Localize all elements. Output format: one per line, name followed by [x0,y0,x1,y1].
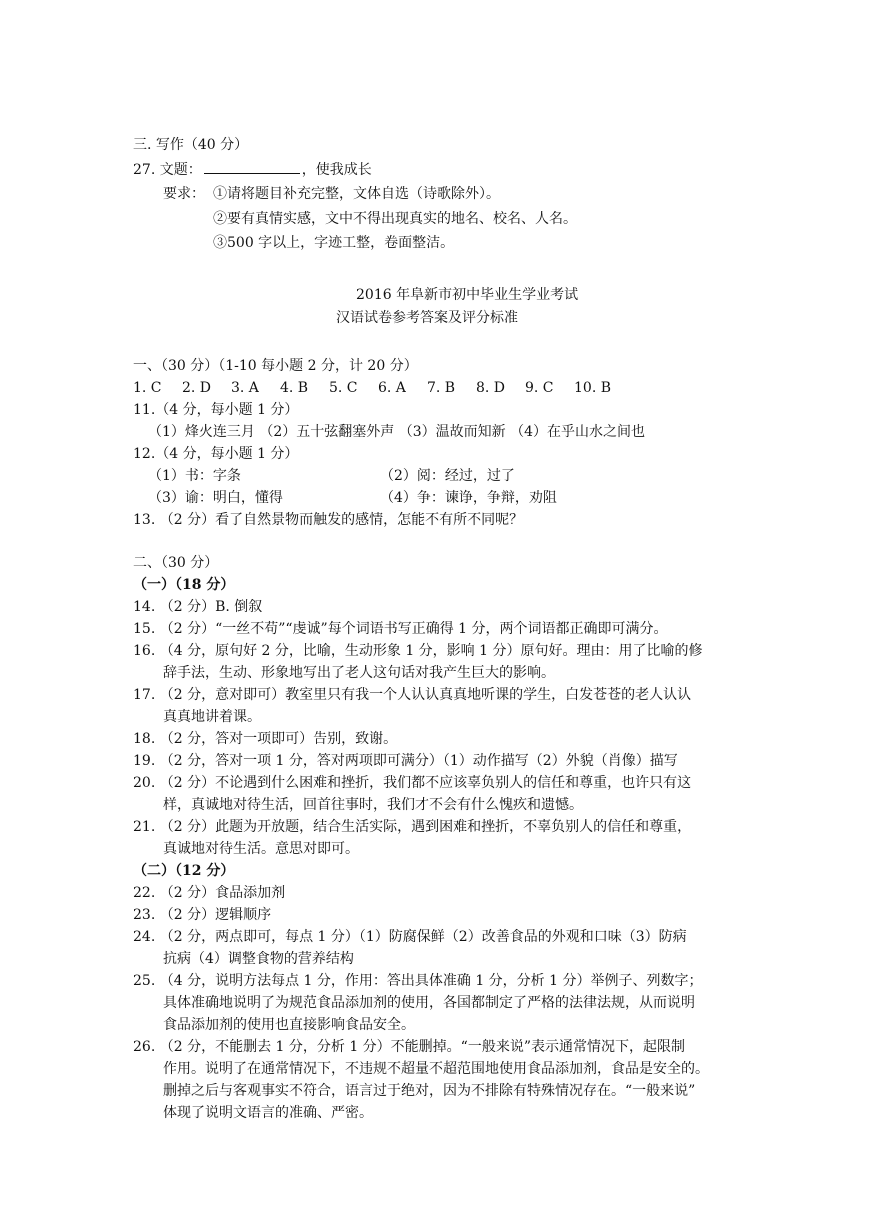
q12-answer-2: （2）阅：经过，过了 [380,468,515,484]
q21-answer-cont: 真诚地对待生活。意思对即可。 [163,841,359,857]
q25-answer-cont-2: 食品添加剂的使用也直接影响食品安全。 [163,1017,415,1033]
q16-answer: 16. （4 分，原句好 2 分，比喻，生动形象 1 分，影响 1 分）原句好。理由：用了比喻的修 [133,643,703,659]
q24-answer-cont: 抗病（4）调整食物的营养结构 [163,951,354,967]
q11-answers: （1）烽火连三月 （2）五十弦翻塞外声 （3）温故而知新 （4）在乎山水之间也 [148,424,645,440]
requirement-3: ③500 字以上，字迹工整，卷面整洁。 [213,235,455,251]
mc-answer: 7. B [427,380,456,396]
q12-answer-1: （1）书：字条 [148,468,241,484]
q25-answer: 25. （4 分，说明方法每点 1 分，作用：答出具体准确 1 分，分析 1 分）举例子、列数字； [133,973,703,989]
part1-heading: 一、（30 分）（1-10 每小题 2 分，计 20 分） [133,358,418,374]
q26-answer-cont-1: 作用。说明了在通常情况下，不违规不超量不超范围地使用食品添加剂，食品是安全的。 [163,1061,709,1077]
q13-answer: 13. （2 分）看了自然景物而触发的感情，怎能不有所不同呢？ [133,512,524,528]
q14-answer: 14. （2 分）B. 倒叙 [133,599,263,615]
q22-answer: 22. （2 分）食品添加剂 [133,885,286,901]
q27-blank [204,159,300,174]
q18-answer: 18. （2 分，答对一项即可）告别，致谢。 [133,731,398,747]
requirement-2: ②要有真情实感，文中不得出现真实的地名、校名、人名。 [213,211,577,227]
q26-answer-cont-3: 体现了说明文语言的准确、严密。 [163,1105,373,1121]
answer-key-title: 2016 年阜新市初中毕业生学业考试 [356,287,579,303]
q24-answer: 24. （2 分，两点即可，每点 1 分）（1）防腐保鲜（2）改善食品的外观和口味（3）防病 [133,929,687,945]
requirements-label: 要求： [163,186,205,202]
mc-answer: 10. B [574,380,612,396]
q27-suffix: ，使我成长 [301,162,372,178]
q16-answer-cont: 辞手法，生动、形象地写出了老人这句话对我产生巨大的影响。 [163,665,555,681]
part2-heading: 二、（30 分） [133,555,219,571]
q12-answer-3: （3）谕：明白，懂得 [148,490,283,506]
q17-answer-cont: 真真地讲着课。 [163,709,261,725]
mc-answer: 4. B [280,380,309,396]
mc-answer: 2. D [182,380,212,396]
q21-answer: 21. （2 分）此题为开放题，结合生活实际，遇到困难和挫折，不辜负别人的信任和尊重， [133,819,692,835]
mc-answer: 1. C [133,380,162,396]
writing-heading: 三. 写作（40 分） [133,137,249,153]
q27-prefix: 27. 文题： [133,162,202,178]
part2-subsection-1: （一）（18 分） [133,577,235,593]
q25-answer-cont-1: 具体准确地说明了为规范食品添加剂的使用，各国都制定了严格的法律法规，从而说明 [163,995,695,1011]
mc-answer: 8. D [476,380,506,396]
q20-answer: 20. （2 分）不论遇到什么困难和挫折，我们都不应该辜负别人的信任和尊重，也许只有这 [133,775,692,791]
q19-answer: 19. （2 分，答对一项 1 分，答对两项即可满分）（1）动作描写（2）外貌（肖像）描写 [133,753,678,769]
mc-answer: 6. A [378,380,406,396]
q26-answer: 26. （2 分，不能删去 1 分，分析 1 分）不能删掉。“一般来说”表示通常情况下，起限制 [133,1039,685,1055]
q11-heading: 11.（4 分，每小题 1 分） [133,402,299,418]
q15-answer: 15. （2 分）“一丝不苟”“虔诚”每个词语书写正确得 1 分，两个词语都正确即可满分。 [133,621,668,637]
answer-key-subtitle: 汉语试卷参考答案及评分标准 [336,310,518,326]
q23-answer: 23. （2 分）逻辑顺序 [133,907,272,923]
multiple-choice-answers [133,378,611,398]
mc-answer: 5. C [329,380,358,396]
requirement-1: ①请将题目补充完整，文体自选（诗歌除外）。 [213,186,500,202]
question-27 [133,159,372,180]
q17-answer: 17. （2 分，意对即可）教室里只有我一个人认认真真地听课的学生，白发苍苍的老人认认 [133,687,692,703]
mc-answer: 9. C [525,380,554,396]
mc-answer: 3. A [231,380,259,396]
q12-answer-4: （4）争：谏诤，争辩，劝阻 [380,490,557,506]
part2-subsection-2: （二）（12 分） [133,863,235,879]
q26-answer-cont-2: 删掉之后与客观事实不符合，语言过于绝对，因为不排除有特殊情况存在。“一般来说” [163,1083,696,1099]
q20-answer-cont: 样，真诚地对待生活，回首往事时，我们才不会有什么愧疚和遗憾。 [163,797,583,813]
q12-heading: 12.（4 分，每小题 1 分） [133,446,299,462]
